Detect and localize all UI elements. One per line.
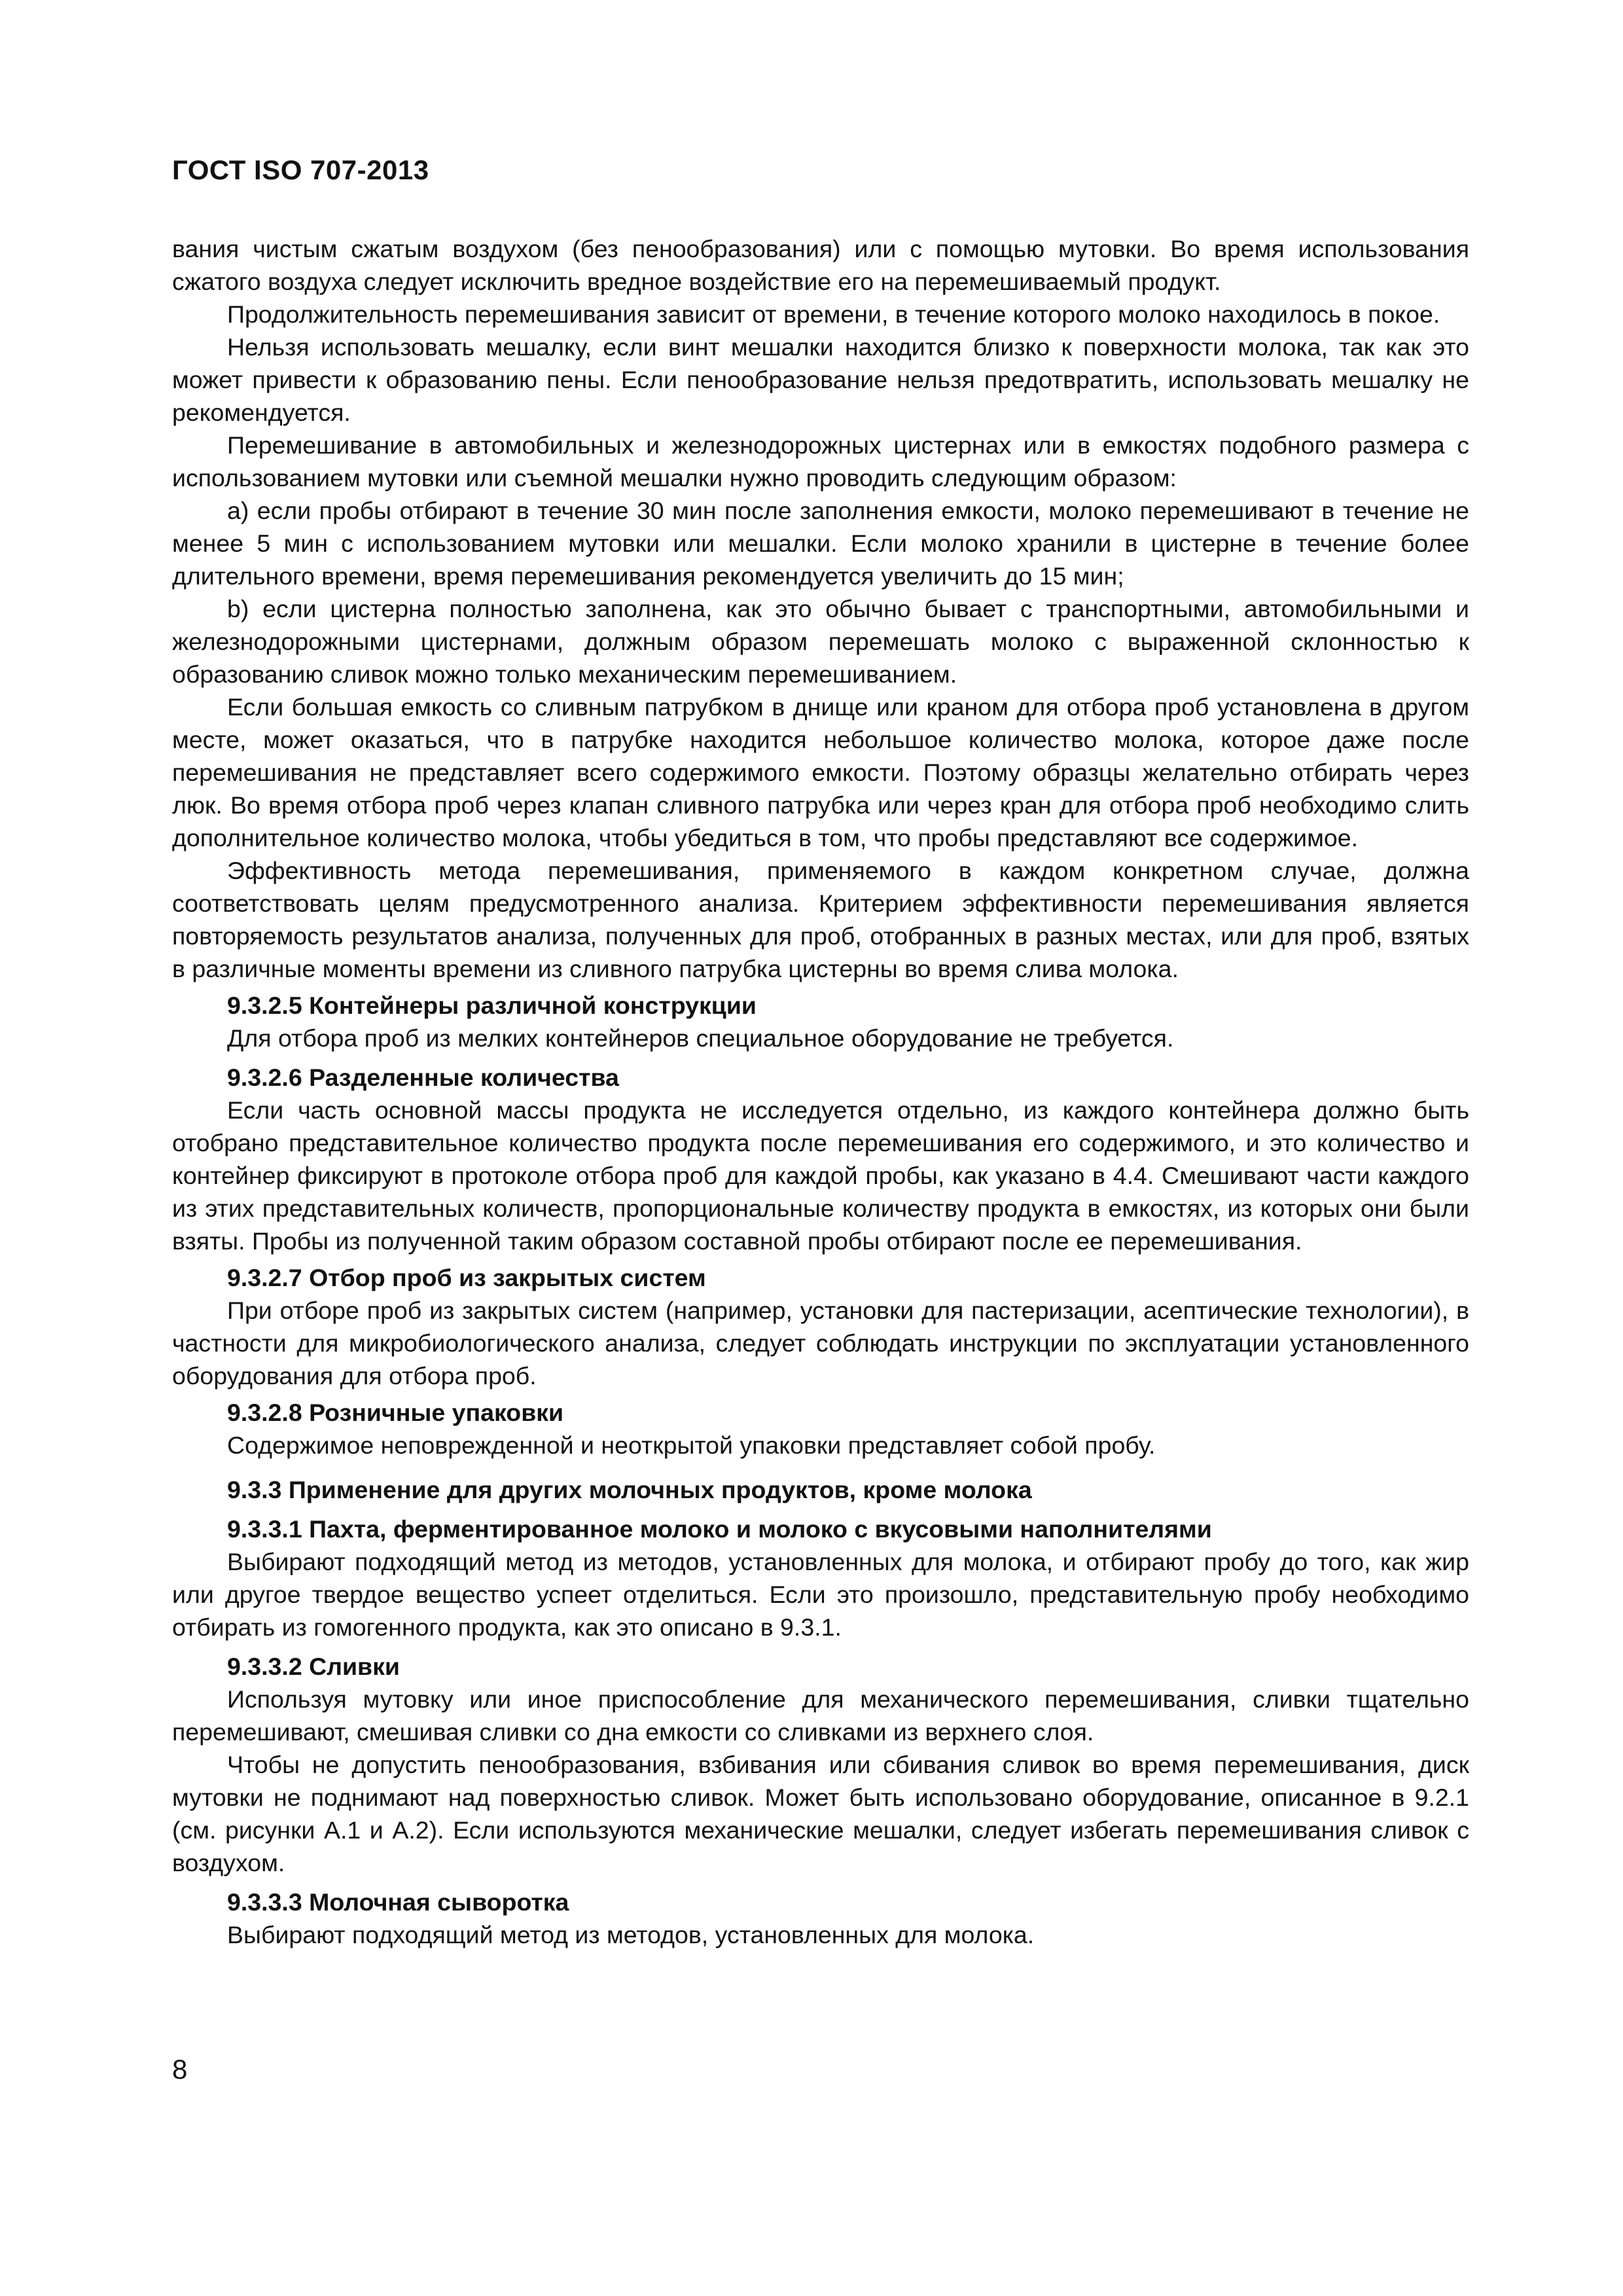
section-heading: 9.3.3.1 Пахта, ферментированное молоко и молоко с вкусовыми наполнителями	[227, 1515, 1212, 1543]
document-header: ГОСТ ISO 707-2013	[172, 154, 429, 185]
paragraph: Перемешивание в автомобильных и железнодорожных цистернах или в емкостях подобного размера с использованием мутовки или съемной мешалки нужно проводить следующим образом:	[172, 431, 1469, 492]
page-number: 8	[172, 2054, 188, 2085]
section-heading: 9.3.3.3 Молочная сыворотка	[227, 1888, 569, 1916]
section-heading: 9.3.3 Применение для других молочных продуктов, кроме молока	[227, 1476, 1032, 1503]
paragraph: Выбирают подходящий метод из методов, установленных для молока, и отбирают пробу до того, как жир или другое твердое вещество успеет отделиться. Если это произошло, представительную пробу необходимо отбирать из гомогенного продукта, как это описано в 9.3.1.	[172, 1548, 1469, 1641]
paragraph: b) если цистерна полностью заполнена, как это обычно бывает с транспортными, автомобильными и железнодорожными цистернами, должным образом перемешать молоко с выраженной склонностью к образованию сливок можно только механическим перемешиванием.	[172, 595, 1469, 688]
section-heading: 9.3.3.2 Сливки	[227, 1653, 400, 1680]
paragraph: Нельзя использовать мешалку, если винт мешалки находится близко к поверхности молока, так как это может привести к образованию пены. Если пенообразование нельзя предотвратить, использовать мешалку не рекомендуется.	[172, 333, 1469, 426]
paragraph: Эффективность метода перемешивания, применяемого в каждом конкретном случае, должна соответствовать целям предусмотренного анализа. Критерием эффективности перемешивания является повторяемость результатов анализа, полученных для проб, отобранных в разных местах, или для проб, взятых в различные моменты времени из сливного патрубка цистерны во время слива молока.	[172, 857, 1469, 982]
section-heading: 9.3.2.5 Контейнеры различной конструкции	[227, 992, 757, 1019]
paragraph: Продолжительность перемешивания зависит от времени, в течение которого молоко находилось в покое.	[227, 300, 1440, 328]
paragraph: При отборе проб из закрытых систем (например, установки для пастеризации, асептические технологии), в частности для микробиологического анализа, следует соблюдать инструкции по эксплуатации установленного оборудования для отбора проб.	[172, 1297, 1469, 1390]
paragraph: Чтобы не допустить пенообразования, взбивания или сбивания сливок во время перемешивания, диск мутовки не поднимают над поверхностью сливок. Может быть использовано оборудование, описанное в 9.2.1 (см. рисунки А.1 и А.2). Если используются механические мешалки, следует избегать перемешивания сливок с воздухом.	[172, 1751, 1469, 1876]
section-heading: 9.3.2.8 Розничные упаковки	[227, 1399, 564, 1426]
section-heading: 9.3.2.7 Отбор проб из закрытых систем	[227, 1264, 706, 1291]
paragraph: a) если пробы отбирают в течение 30 мин после заполнения емкости, молоко перемешивают в течение не менее 5 мин с использованием мутовки или мешалки. Если молоко хранили в цистерне в течение более длительного времени, время перемешивания рекомендуется увеличить до 15 мин;	[172, 497, 1469, 590]
paragraph: Для отбора проб из мелких контейнеров специальное оборудование не требуется.	[227, 1024, 1174, 1052]
paragraph: Если часть основной массы продукта не исследуется отдельно, из каждого контейнера должно быть отобрано представительное количество продукта после перемешивания его содержимого, и это количество и контейнер фиксируют в протоколе отбора проб для каждой пробы, как указано в 4.4. Смешивают части каждого из этих представительных количеств, пропорциональные количеству продукта в емкостях, из которых они были взяты. Пробы из полученной таким образом составной пробы отбирают после ее перемешивания.	[172, 1096, 1469, 1255]
paragraph: Если большая емкость со сливным патрубком в днище или краном для отбора проб установлена в другом месте, может оказаться, что в патрубке находится небольшое количество молока, которое даже после перемешивания не представляет всего содержимого емкости. Поэтому образцы желательно отбирать через люк. Во время отбора проб через клапан сливного патрубка или через кран для отбора проб необходимо слить дополнительное количество молока, чтобы убедиться в том, что пробы представляют все содержимое.	[172, 693, 1469, 852]
section-heading: 9.3.2.6 Разделенные количества	[227, 1064, 619, 1091]
document-body	[172, 232, 1469, 1951]
paragraph: Используя мутовку или иное приспособление для механического перемешивания, сливки тщательно перемешивают, смешивая сливки со дна емкости со сливками из верхнего слоя.	[172, 1685, 1469, 1746]
paragraph: Содержимое неповрежденной и неоткрытой упаковки представляет собой пробу.	[227, 1431, 1156, 1459]
paragraph: вания чистым сжатым воздухом (без пенообразования) или с помощью мутовки. Во время использования сжатого воздуха следует исключить вредное воздействие его на перемешиваемый продукт.	[172, 235, 1469, 295]
paragraph: Выбирают подходящий метод из методов, установленных для молока.	[227, 1921, 1035, 1948]
